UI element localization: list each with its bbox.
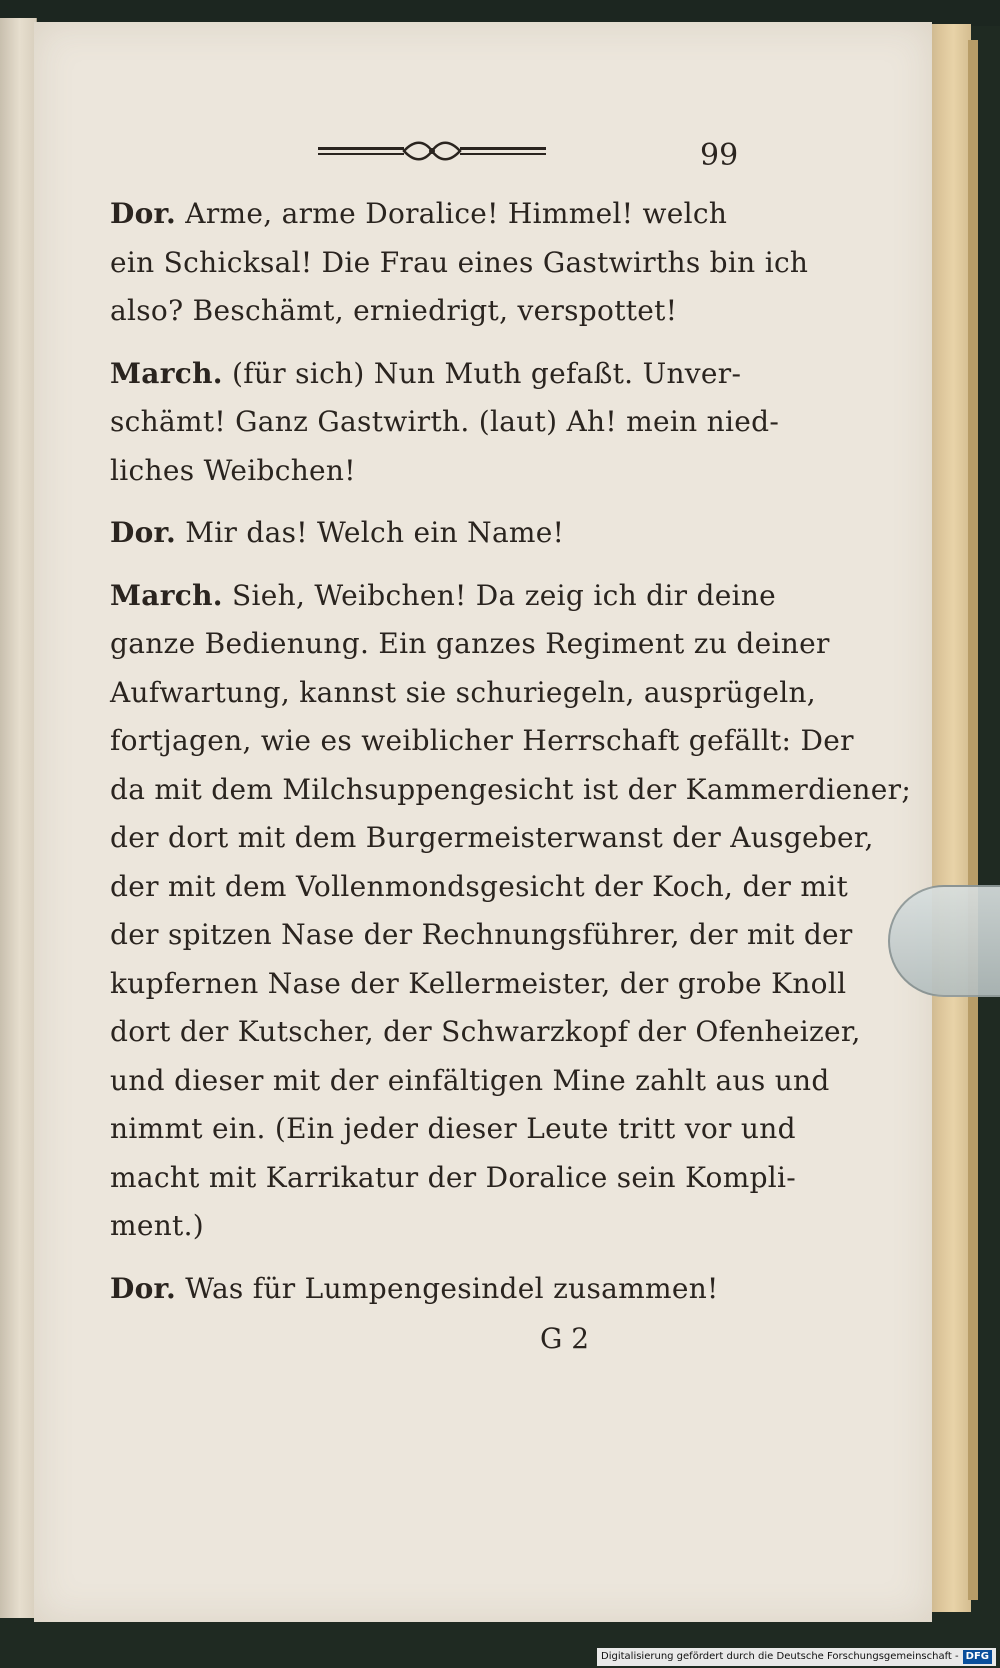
text-line [110, 572, 777, 621]
line-text: Aufwartung, kannst sie schuriegeln, ausprügeln, [110, 675, 816, 709]
line-text: Arme, arme Doralice! Himmel! welch [176, 197, 728, 230]
text-line [110, 287, 750, 336]
line-text: und dieser mit der einfältigen Mine zahlt aus und [110, 1063, 830, 1097]
text-line [110, 863, 849, 912]
speaker-name: March. [110, 356, 223, 390]
text-line [110, 239, 809, 288]
text-line [110, 620, 830, 669]
text-line [110, 766, 912, 815]
page-body-text [110, 190, 912, 1313]
line-text: (für sich) Nun Muth gefaßt. Unver- [222, 356, 742, 390]
line-text: der spitzen Nase der Rechnungsführer, der mit der [110, 918, 853, 951]
text-line [110, 509, 750, 558]
text-line [110, 1265, 750, 1314]
text-paragraph [110, 509, 750, 558]
credit-text: Digitalisierung gefördert durch die Deutsche Forschungsgemeinschaft - [601, 1651, 959, 1662]
line-text: ganze Bedienung. Ein ganzes Regiment zu deiner [110, 627, 830, 660]
line-text: Sieh, Weibchen! Da zeig ich dir deine [222, 578, 777, 612]
line-text: dort der Kutscher, der Schwarzkopf der Ofenheizer, [110, 1015, 861, 1048]
text-line [110, 190, 750, 239]
speaker-name: March. [110, 578, 223, 612]
text-line [110, 350, 750, 399]
text-paragraph [110, 1265, 750, 1314]
text-paragraph [110, 190, 809, 336]
speaker-name: Dor. [110, 1271, 177, 1305]
line-text: kupfernen Nase der Kellermeister, der grobe Knoll [110, 966, 847, 1000]
text-line [110, 669, 816, 718]
line-text: macht mit Karrikatur der Doralice sein Kompli- [110, 1160, 797, 1194]
page-number: 99 [700, 138, 739, 173]
line-text: also? Beschämt, erniedrigt, verspottet! [110, 294, 678, 327]
speaker-name: Dor. [110, 197, 177, 230]
book-cover-edge [968, 40, 978, 1600]
line-text: da mit dem Milchsuppengesicht ist der Kammerdiener; [110, 772, 912, 806]
line-text: ment.) [110, 1209, 205, 1242]
text-line [110, 717, 854, 766]
page-stack-edge [926, 24, 971, 1612]
line-text: Was für Lumpengesindel zusammen! [176, 1271, 719, 1305]
facing-page-edge [0, 18, 37, 1618]
line-text: fortjagen, wie es weiblicher Herrschaft gefällt: Der [110, 724, 854, 757]
speaker-name: Dor. [110, 516, 177, 549]
text-line [110, 1154, 797, 1203]
line-text: der mit dem Vollenmondsgesicht der Koch, der mit [110, 869, 849, 903]
line-text: Mir das! Welch ein Name! [176, 516, 565, 549]
dfg-logo: DFG [963, 1650, 992, 1664]
text-line [110, 814, 874, 863]
text-line [110, 1008, 861, 1057]
line-text: schämt! Ganz Gastwirth. (laut) Ah! mein nied- [110, 405, 780, 438]
text-line [110, 911, 853, 960]
text-line [110, 1202, 750, 1251]
text-line [110, 1057, 830, 1106]
line-text: liches Weibchen! [110, 453, 356, 487]
digitization-credit [597, 1648, 996, 1666]
page-clip [888, 885, 1000, 997]
line-text: der dort mit dem Burgermeisterwanst der Ausgeber, [110, 821, 874, 854]
text-line [110, 447, 750, 496]
line-text: ein Schicksal! Die Frau eines Gastwirths bin ich [110, 245, 809, 279]
text-line [110, 1105, 796, 1154]
text-line [110, 960, 847, 1009]
line-text: nimmt ein. (Ein jeder dieser Leute tritt vor und [110, 1112, 796, 1145]
text-paragraph [110, 572, 912, 1251]
header-ornament [318, 138, 546, 164]
printer-signature: G 2 [540, 1322, 590, 1355]
text-paragraph [110, 350, 780, 496]
text-line [110, 398, 780, 447]
